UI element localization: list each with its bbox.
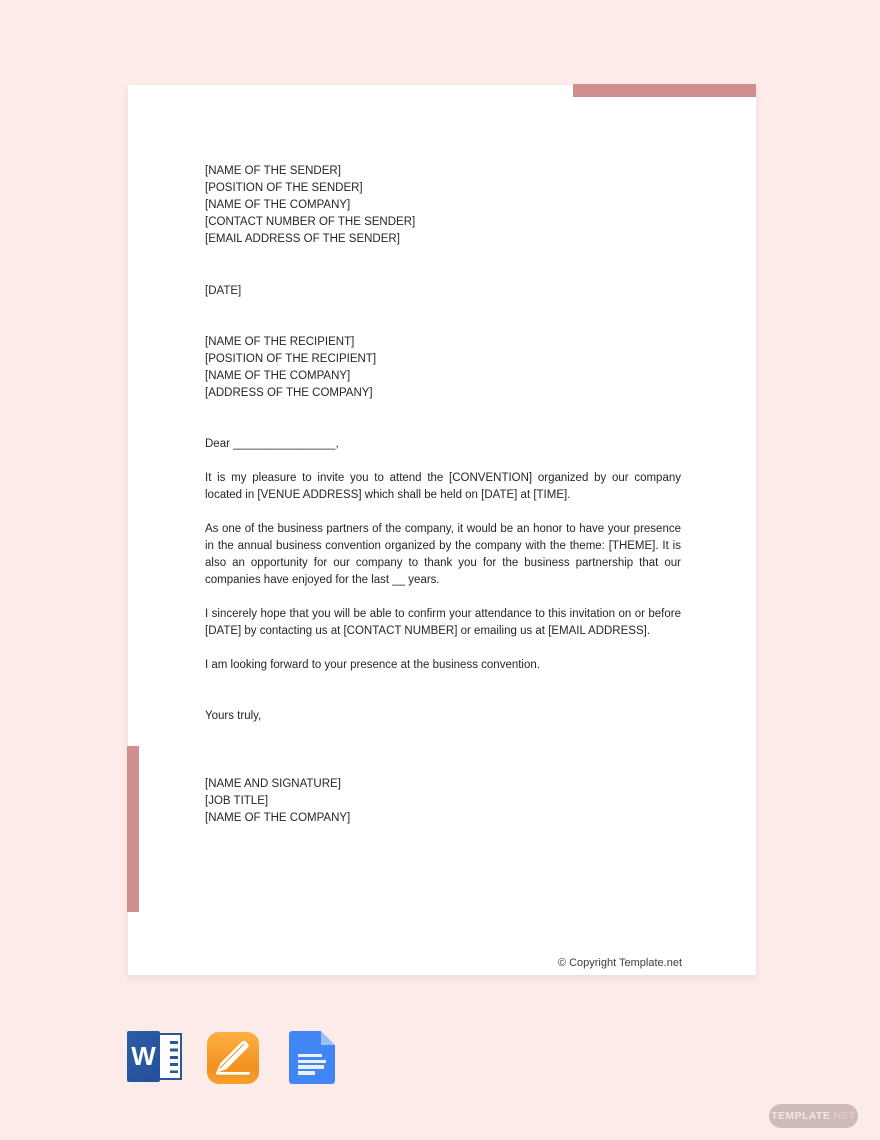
signature-company: [NAME OF THE COMPANY] (205, 812, 351, 824)
apple-pages-icon[interactable] (207, 1032, 259, 1084)
paragraph-3: I sincerely hope that you will be able to confirm your attendance to this invitation on or before [DATE] by contacting us at [CONTACT NUMBER] or emailing us at [EMAIL ADDRESS]. (205, 608, 681, 637)
sender-name: [NAME OF THE SENDER] (205, 165, 341, 177)
paragraph-2: As one of the business partners of the company, it would be an honor to have your presence in the annual business convention organized by the company with the theme: [THEME]. It is also an opportunity for our company to thank you for the business partnership that our companies have enjoyed for the last __ years. (205, 523, 681, 586)
closing: Yours truly, (205, 710, 262, 722)
date-line: [DATE] (205, 285, 242, 297)
recipient-company: [NAME OF THE COMPANY] (205, 370, 351, 382)
ms-word-icon[interactable] (127, 1031, 182, 1082)
pages-pen-glyph (207, 1032, 259, 1084)
paragraph-1: It is my pleasure to invite you to attend the [CONVENTION] organized by our company located in [VENUE ADDRESS] which shall be held on [DATE] at [TIME]. (205, 472, 681, 501)
copyright-notice: © Copyright Template.net (557, 957, 682, 969)
signature-block (205, 776, 681, 827)
sender-position: [POSITION OF THE SENDER] (205, 182, 363, 194)
word-letter-tile: W (127, 1031, 160, 1082)
salutation: Dear ________________, (205, 438, 339, 450)
word-text-lines (170, 1041, 178, 1073)
sender-company: [NAME OF THE COMPANY] (205, 199, 351, 211)
letter-document (128, 85, 756, 975)
google-docs-icon[interactable] (289, 1031, 335, 1084)
letter-body (128, 85, 756, 975)
sender-block (205, 163, 681, 248)
sender-email: [EMAIL ADDRESS OF THE SENDER] (205, 233, 400, 245)
paragraph-4: I am looking forward to your presence at the business convention. (205, 659, 540, 671)
sender-contact: [CONTACT NUMBER OF THE SENDER] (205, 216, 416, 228)
recipient-position: [POSITION OF THE RECIPIENT] (205, 353, 377, 365)
watermark-suffix: .NET (830, 1110, 856, 1122)
templatenet-watermark (769, 1104, 858, 1128)
recipient-block (205, 334, 681, 402)
watermark-brand: TEMPLATE (771, 1110, 831, 1122)
recipient-name: [NAME OF THE RECIPIENT] (205, 336, 355, 348)
recipient-address: [ADDRESS OF THE COMPANY] (205, 387, 373, 399)
signature-name: [NAME AND SIGNATURE] (205, 778, 341, 790)
signature-job-title: [JOB TITLE] (205, 795, 269, 807)
